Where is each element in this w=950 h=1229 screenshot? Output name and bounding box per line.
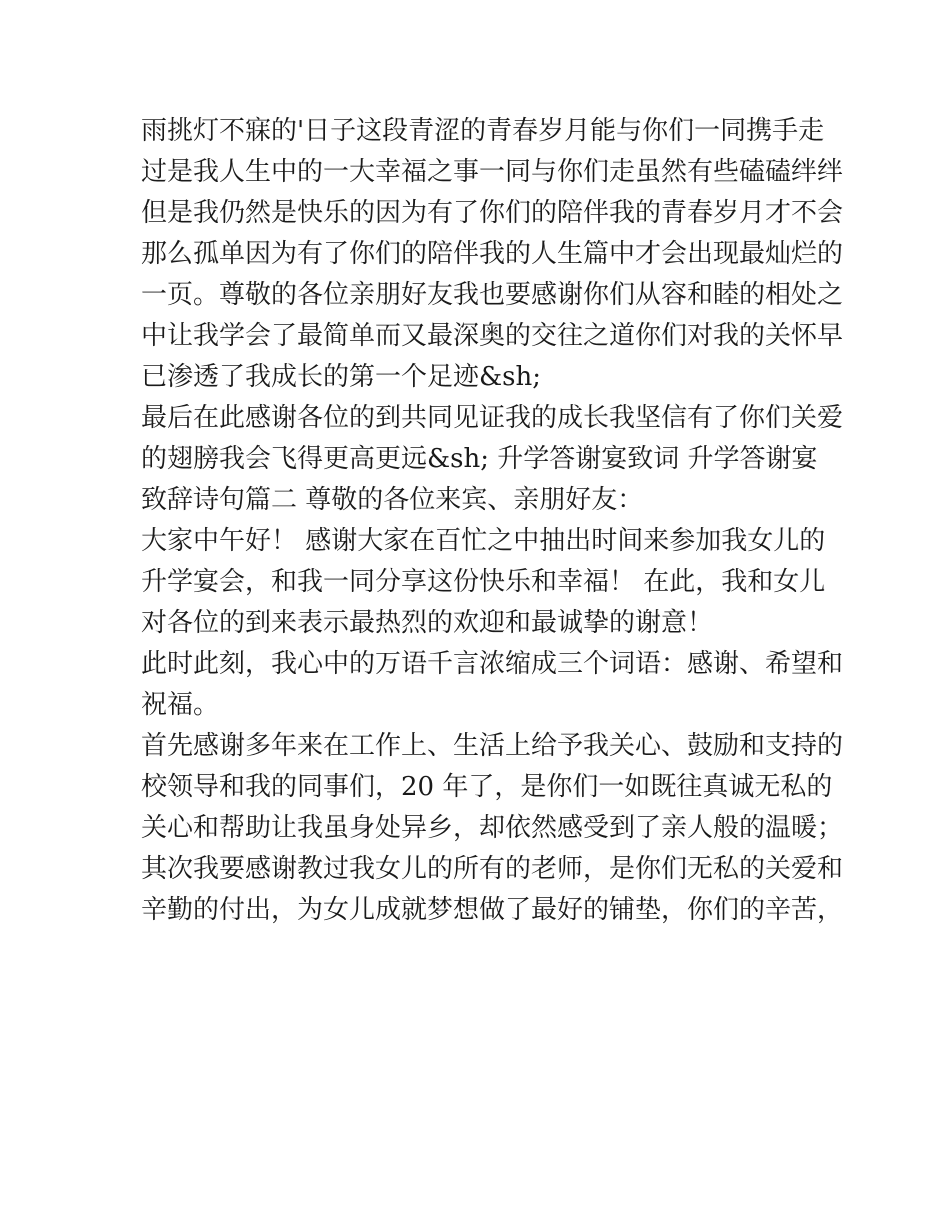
text-line-13: 对各位的到来表示最热烈的欢迎和最诚挚的谢意！ [141, 608, 714, 638]
text-line-6: 中让我学会了最简单而又最深奥的交往之道你们对我的关怀早 [141, 321, 844, 351]
text-line-19: 其次我要感谢教过我女儿的所有的老师，是你们无私的关爱和 [141, 854, 844, 884]
text-line-3: 但是我仍然是快乐的因为有了你们的陪伴我的青春岁月才不会 [141, 198, 844, 228]
text-line-11: 大家中午好！ 感谢大家在百忙之中抽出时间来参加我女儿的 [141, 526, 826, 556]
text-line-5: 一页。尊敬的各位亲朋好友我也要感谢你们从容和睦的相处之 [141, 280, 844, 310]
text-line-18: 关心和帮助让我虽身处异乡，却依然感受到了亲人般的温暖； [141, 813, 844, 843]
text-line-7: 已渗透了我成长的第一个足迹&sh; [141, 362, 541, 392]
text-line-4: 那么孤单因为有了你们的陪伴我的人生篇中才会出现最灿烂的 [141, 239, 844, 269]
text-line-16: 首先感谢多年来在工作上、生活上给予我关心、鼓励和支持的 [141, 731, 844, 761]
text-line-1: 雨挑灯不寐的'日子这段青涩的青春岁月能与你们一同携手走 [141, 116, 825, 146]
text-line-14: 此时此刻，我心中的万语千言浓缩成三个词语：感谢、希望和 [141, 649, 844, 679]
text-line-12: 升学宴会，和我一同分享这份快乐和幸福！ 在此，我和女儿 [141, 567, 826, 597]
text-line-20: 辛勤的付出，为女儿成就梦想做了最好的铺垫，你们的辛苦， [141, 895, 844, 925]
text-line-8: 最后在此感谢各位的到共同见证我的成长我坚信有了你们关爱 [141, 403, 844, 433]
text-line-17: 校领导和我的同事们，20 年了，是你们一如既往真诚无私的 [141, 772, 833, 802]
text-line-2: 过是我人生中的一大幸福之事一同与你们走虽然有些磕磕绊绊 [141, 157, 844, 187]
text-line-9: 的翅膀我会飞得更高更远&sh; 升学答谢宴致词 升学答谢宴 [141, 444, 818, 474]
text-line-15: 祝福。 [141, 690, 220, 720]
text-line-10: 致辞诗句篇二 尊敬的各位来宾、亲朋好友： [141, 485, 644, 515]
